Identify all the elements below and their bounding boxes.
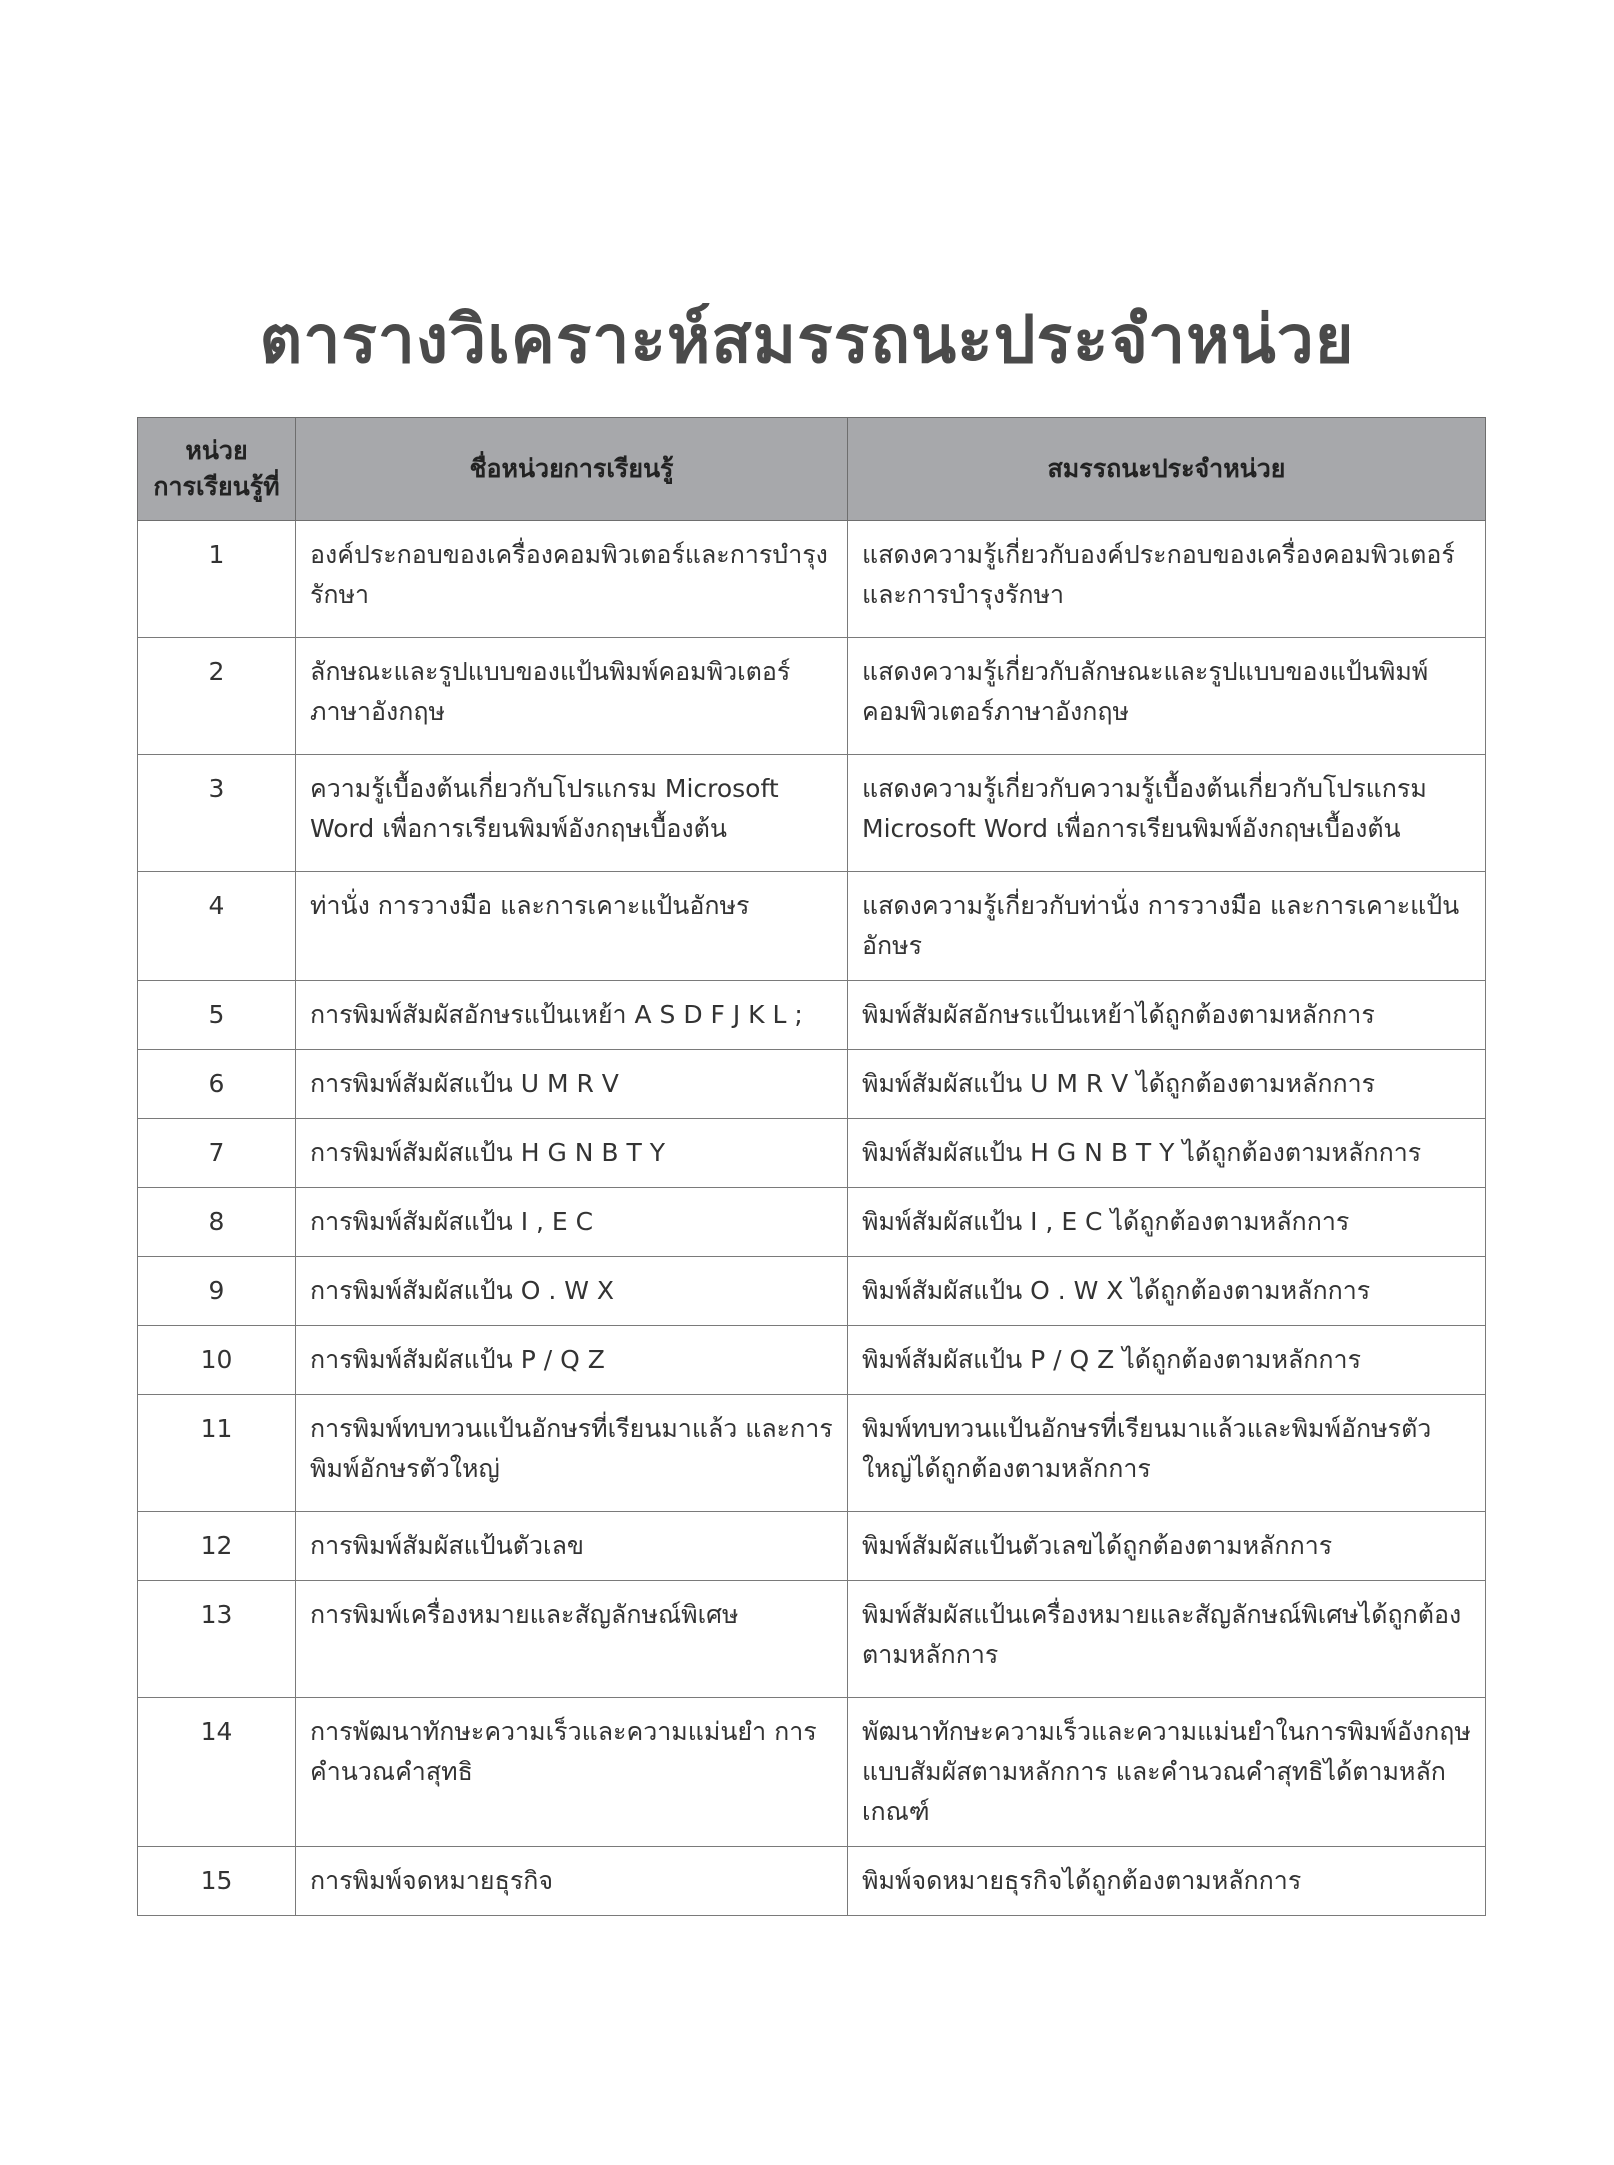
page-title: ตารางวิเคราะห์สมรรถนะประจำหน่วย [259,301,1355,378]
table-row [138,1512,1486,1581]
competency-cell: พิมพ์สัมผัสแป้นตัวเลขได้ถูกต้องตามหลักการ [848,1512,1486,1581]
unit-name-cell: การพิมพ์สัมผัสแป้น P / Q Z [296,1326,848,1395]
unit-name-cell: การพิมพ์สัมผัสแป้น O . W X [296,1257,848,1326]
competency-table-container [137,417,1485,1916]
header-unit-number [138,418,296,521]
header-unit-name: ชื่อหน่วยการเรียนรู้ [296,418,848,521]
unit-name-cell: การพัฒนาทักษะความเร็วและความแม่นยำ การคำนวณคำสุทธิ [296,1698,848,1847]
unit-number-cell: 15 [138,1847,296,1916]
unit-number-cell: 3 [138,755,296,872]
competency-cell: แสดงความรู้เกี่ยวกับความรู้เบื้องต้นเกี่ยวกับโปรแกรม Microsoft Word เพื่อการเรียนพิมพ์อังกฤษเบื้องต้น [848,755,1486,872]
header-unit-number-line1: หน่วย [185,435,248,465]
competency-cell: พิมพ์จดหมายธุรกิจได้ถูกต้องตามหลักการ [848,1847,1486,1916]
unit-name-cell: การพิมพ์เครื่องหมายและสัญลักษณ์พิเศษ [296,1581,848,1698]
competency-cell: พิมพ์สัมผัสอักษรแป้นเหย้าได้ถูกต้องตามหลักการ [848,981,1486,1050]
unit-number-cell: 4 [138,872,296,981]
table-row [138,872,1486,981]
unit-name-cell: ลักษณะและรูปแบบของแป้นพิมพ์คอมพิวเตอร์ภาษาอังกฤษ [296,638,848,755]
unit-number-cell: 11 [138,1395,296,1512]
unit-name-cell: การพิมพ์สัมผัสแป้น H G N B T Y [296,1119,848,1188]
competency-cell: พิมพ์สัมผัสแป้น U M R V ได้ถูกต้องตามหลักการ [848,1050,1486,1119]
unit-name-cell: การพิมพ์ทบทวนแป้นอักษรที่เรียนมาแล้ว และการพิมพ์อักษรตัวใหญ่ [296,1395,848,1512]
unit-number-cell: 7 [138,1119,296,1188]
table-row [138,1326,1486,1395]
unit-number-cell: 12 [138,1512,296,1581]
table-row [138,1119,1486,1188]
table-row [138,981,1486,1050]
unit-number-cell: 10 [138,1326,296,1395]
unit-name-cell: การพิมพ์สัมผัสแป้น U M R V [296,1050,848,1119]
unit-number-cell: 13 [138,1581,296,1698]
unit-name-cell: ความรู้เบื้องต้นเกี่ยวกับโปรแกรม Microsoft Word เพื่อการเรียนพิมพ์อังกฤษเบื้องต้น [296,755,848,872]
competency-cell: พัฒนาทักษะความเร็วและความแม่นยำในการพิมพ์อังกฤษแบบสัมผัสตามหลักการ และคำนวณคำสุทธิได้ตามหลักเกณฑ์ [848,1698,1486,1847]
table-row [138,755,1486,872]
competency-cell: พิมพ์สัมผัสแป้น H G N B T Y ได้ถูกต้องตามหลักการ [848,1119,1486,1188]
unit-name-cell: การพิมพ์สัมผัสแป้น I , E C [296,1188,848,1257]
table-row [138,521,1486,638]
competency-cell: แสดงความรู้เกี่ยวกับองค์ประกอบของเครื่องคอมพิวเตอร์และการบำรุงรักษา [848,521,1486,638]
unit-number-cell: 5 [138,981,296,1050]
unit-name-cell: การพิมพ์สัมผัสอักษรแป้นเหย้า A S D F J K L ; [296,981,848,1050]
table-row [138,1050,1486,1119]
unit-name-cell: ท่านั่ง การวางมือ และการเคาะแป้นอักษร [296,872,848,981]
competency-cell: แสดงความรู้เกี่ยวกับลักษณะและรูปแบบของแป้นพิมพ์คอมพิวเตอร์ภาษาอังกฤษ [848,638,1486,755]
unit-number-cell: 14 [138,1698,296,1847]
table-row [138,1257,1486,1326]
unit-number-cell: 9 [138,1257,296,1326]
unit-number-cell: 1 [138,521,296,638]
unit-name-cell: การพิมพ์สัมผัสแป้นตัวเลข [296,1512,848,1581]
competency-cell: แสดงความรู้เกี่ยวกับท่านั่ง การวางมือ และการเคาะแป้นอักษร [848,872,1486,981]
unit-number-cell: 2 [138,638,296,755]
unit-number-cell: 6 [138,1050,296,1119]
header-unit-number-line2: การเรียนรู้ที่ [153,472,280,501]
table-row [138,1395,1486,1512]
table-row [138,638,1486,755]
unit-number-cell: 8 [138,1188,296,1257]
table-header-row [138,418,1486,521]
unit-name-cell: องค์ประกอบของเครื่องคอมพิวเตอร์และการบำรุงรักษา [296,521,848,638]
competency-cell: พิมพ์สัมผัสแป้นเครื่องหมายและสัญลักษณ์พิเศษได้ถูกต้องตามหลักการ [848,1581,1486,1698]
competency-cell: พิมพ์ทบทวนแป้นอักษรที่เรียนมาแล้วและพิมพ์อักษรตัวใหญ่ได้ถูกต้องตามหลักการ [848,1395,1486,1512]
table-row [138,1698,1486,1847]
table-row [138,1581,1486,1698]
table-row [138,1847,1486,1916]
header-competency: สมรรถนะประจำหน่วย [848,418,1486,521]
unit-name-cell: การพิมพ์จดหมายธุรกิจ [296,1847,848,1916]
competency-cell: พิมพ์สัมผัสแป้น O . W X ได้ถูกต้องตามหลักการ [848,1257,1486,1326]
competency-cell: พิมพ์สัมผัสแป้น I , E C ได้ถูกต้องตามหลักการ [848,1188,1486,1257]
competency-table [137,417,1486,1916]
competency-cell: พิมพ์สัมผัสแป้น P / Q Z ได้ถูกต้องตามหลักการ [848,1326,1486,1395]
table-row [138,1188,1486,1257]
